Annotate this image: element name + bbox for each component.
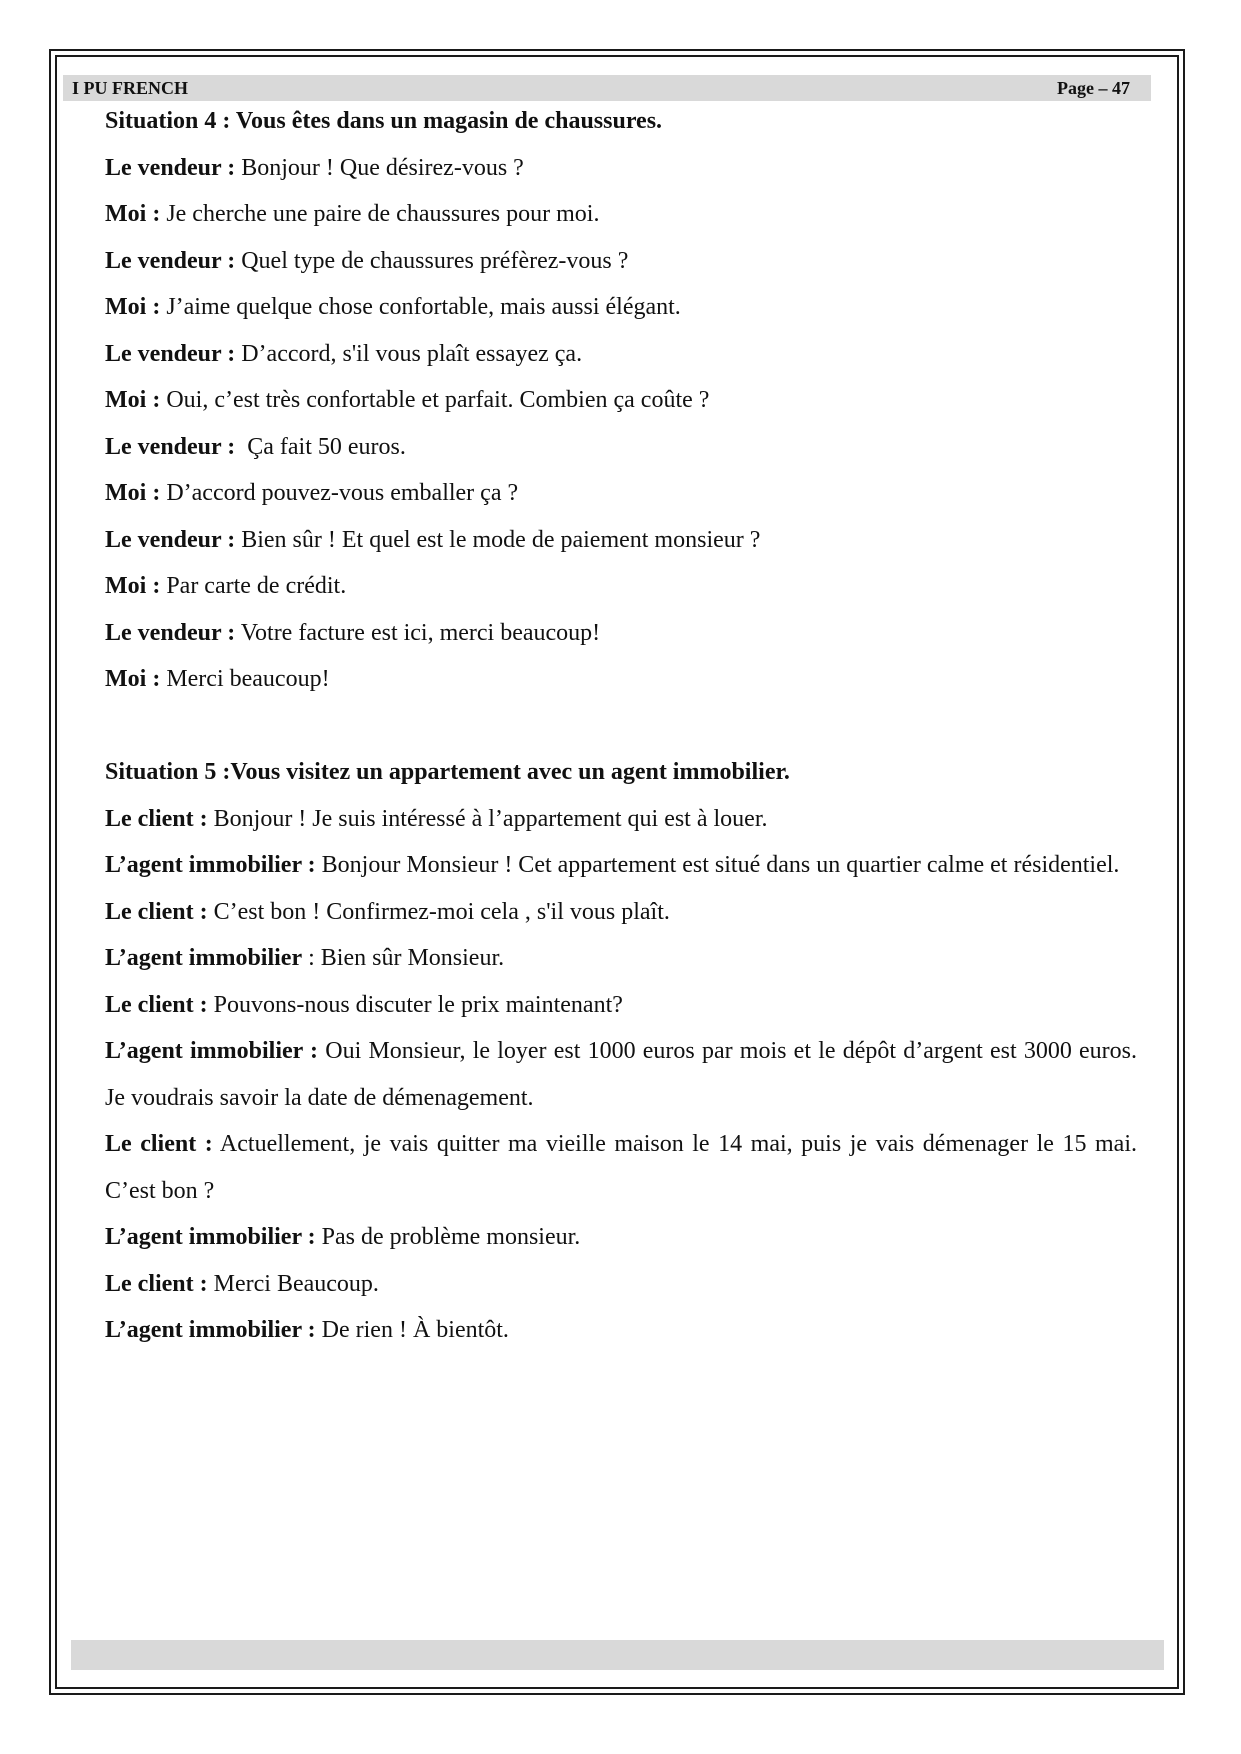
speaker-label: Le vendeur : — [105, 154, 236, 181]
speaker-label: Moi : — [105, 480, 161, 506]
dialogue-line — [105, 610, 1137, 657]
dialogue-text: Bonjour Monsieur ! Cet appartement est situé dans un quartier calme et résidentiel. — [315, 852, 1120, 878]
dialogue-text: C’est bon ! Confirmez-moi cela , s'il vous plaît. — [207, 898, 670, 925]
header-page-number: Page – 47 — [1057, 78, 1130, 98]
dialogue-line — [105, 331, 1137, 378]
dialogue-text: Actuellement, je vais quitter ma vieille maison le 14 mai, puis je vais démenager le 15 mai. C’est bon ? — [105, 1131, 1137, 1204]
speaker-label: L’agent immobilier : — [105, 1317, 316, 1343]
header-course-title: I PU FRENCH — [72, 78, 188, 98]
dialogue-line — [105, 982, 1137, 1029]
speaker-label: Moi : — [105, 666, 161, 692]
dialogue-line — [105, 517, 1137, 564]
dialogue-line — [105, 796, 1137, 843]
dialogue-line — [105, 145, 1137, 192]
dialogue-text: Quel type de chaussures préfèrez-vous ? — [235, 247, 629, 274]
speaker-label: Le vendeur : — [105, 433, 236, 460]
speaker-label: Moi : — [105, 573, 161, 599]
speaker-label: Le vendeur : — [105, 526, 236, 553]
dialogue-text: Bien sûr ! Et quel est le mode de paiement monsieur ? — [235, 526, 761, 553]
dialogue-text: Pouvons-nous discuter le prix maintenant? — [207, 991, 623, 1018]
speaker-label: Le client : — [105, 898, 208, 925]
speaker-label: Le client : — [105, 1270, 208, 1297]
dialogue-text: Merci Beaucoup. — [207, 1270, 379, 1297]
footer-bar — [71, 1640, 1164, 1670]
dialogue-text: D’accord, s'il vous plaît essayez ça. — [235, 340, 583, 367]
situation-4-title: Situation 4 : Vous êtes dans un magasin de chaussures. — [105, 108, 663, 134]
dialogue-text: Oui Monsieur, le loyer est 1000 euros par mois et le dépôt d’argent est 3000 euros. Je voudrais savoir la date de démenagement. — [105, 1038, 1138, 1111]
dialogue-line — [105, 935, 1137, 982]
dialogue-line — [105, 238, 1137, 285]
dialogue-text: Oui, c’est très confortable et parfait. Combien ça coûte ? — [160, 387, 710, 413]
speaker-label: L’agent immobilier : — [105, 1224, 316, 1250]
dialogue-text: Bonjour ! Que désirez-vous ? — [235, 154, 524, 181]
dialogue-line — [105, 889, 1137, 936]
dialogue-text: Pas de problème monsieur. — [315, 1224, 581, 1250]
dialogue-line — [105, 1214, 1137, 1261]
speaker-label: L’agent immobilier : — [105, 852, 316, 878]
dialogue-text: D’accord pouvez-vous emballer ça ? — [160, 480, 519, 506]
dialogue-line — [105, 191, 1137, 238]
dialogue-text: Ça fait 50 euros. — [235, 433, 406, 460]
speaker-label: Le vendeur : — [105, 619, 236, 646]
speaker-label: L’agent immobilier — [105, 945, 303, 971]
speaker-label: Le client : — [105, 1131, 213, 1157]
dialogue-text: Merci beaucoup! — [160, 666, 330, 692]
speaker-label: Le vendeur : — [105, 340, 236, 367]
section-spacer — [105, 703, 1137, 750]
speaker-label: Le client : — [105, 805, 208, 832]
page-content — [105, 98, 1137, 1354]
dialogue-text: Par carte de crédit. — [160, 573, 347, 599]
dialogue-text: : Bien sûr Monsieur. — [302, 945, 505, 971]
dialogue-line — [105, 563, 1137, 610]
dialogue-line — [105, 1121, 1137, 1214]
dialogue-text: Votre facture est ici, merci beaucoup! — [235, 619, 601, 646]
speaker-label: Moi : — [105, 387, 161, 413]
dialogue-text: J’aime quelque chose confortable, mais aussi élégant. — [160, 294, 681, 320]
dialogue-line — [105, 1261, 1137, 1308]
dialogue-line — [105, 424, 1137, 471]
speaker-label: Moi : — [105, 201, 161, 227]
dialogue-line — [105, 377, 1137, 424]
dialogue-text: De rien ! À bientôt. — [315, 1317, 509, 1343]
speaker-label: Moi : — [105, 294, 161, 320]
dialogue-text: Je cherche une paire de chaussures pour moi. — [160, 201, 600, 227]
dialogue-line — [105, 1028, 1137, 1121]
speaker-label: L’agent immobilier : — [105, 1038, 319, 1064]
dialogue-line — [105, 842, 1137, 889]
speaker-label: Le client : — [105, 991, 208, 1018]
dialogue-line — [105, 1307, 1137, 1354]
dialogue-line — [105, 656, 1137, 703]
dialogue-text: Bonjour ! Je suis intéressé à l’appartement qui est à louer. — [207, 805, 768, 832]
dialogue-line — [105, 470, 1137, 517]
speaker-label: Le vendeur : — [105, 247, 236, 274]
dialogue-line — [105, 284, 1137, 331]
situation-5-title: Situation 5 :Vous visitez un appartement avec un agent immobilier. — [105, 759, 790, 785]
